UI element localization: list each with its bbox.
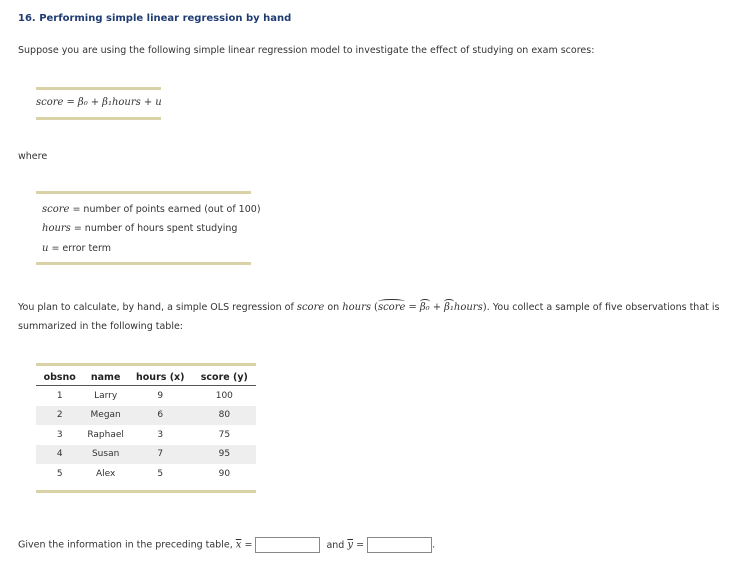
eq-u: u bbox=[155, 97, 162, 108]
definition-u bbox=[42, 243, 111, 254]
table-row bbox=[36, 386, 256, 406]
cell-score: 90 bbox=[218, 468, 231, 479]
plan-on: on bbox=[327, 302, 340, 313]
header-obsno: obsno bbox=[36, 369, 83, 386]
plan-paren-open: ( bbox=[374, 302, 378, 313]
plan-paren-close: ). bbox=[482, 302, 490, 313]
model-box-top-rule bbox=[36, 87, 161, 90]
x-bar-input[interactable] bbox=[255, 537, 320, 553]
header-hours: hours (x) bbox=[128, 369, 193, 386]
y-bar-equals: = bbox=[356, 539, 365, 551]
def-text-hours: = number of hours spent studying bbox=[73, 223, 238, 234]
plan-hours-2: hours bbox=[453, 302, 483, 313]
eq-beta1: β₁ bbox=[102, 97, 112, 108]
def-symbol-score: score bbox=[42, 204, 70, 215]
eq-plus-1: + bbox=[90, 97, 100, 108]
and-text: and bbox=[326, 539, 345, 551]
def-symbol-hours: hours bbox=[42, 223, 71, 234]
table-top-rule bbox=[36, 363, 256, 366]
plan-equals: = bbox=[408, 302, 417, 313]
cell-obsno: 3 bbox=[56, 429, 63, 440]
cell-obsno: 5 bbox=[56, 468, 63, 479]
intro-text: Suppose you are using the following simple linear regression model to investigate the effect of studying on exam scores: bbox=[18, 45, 595, 56]
cell-name: Larry bbox=[94, 390, 118, 401]
x-bar-symbol: $\overline{x}$ bbox=[235, 539, 242, 551]
def-text-u: = error term bbox=[51, 243, 112, 254]
header-score: score (y) bbox=[193, 369, 256, 386]
plan-plus: + bbox=[432, 302, 442, 313]
header-name: name bbox=[83, 369, 127, 386]
question-line bbox=[18, 537, 435, 553]
table-bottom-rule bbox=[36, 490, 256, 493]
table-row bbox=[36, 425, 256, 445]
cell-score: 80 bbox=[193, 406, 256, 426]
cell-hours: 6 bbox=[128, 406, 193, 426]
definitions-bottom-rule bbox=[36, 262, 251, 265]
cell-hours: 5 bbox=[157, 468, 164, 479]
cell-name: Raphael bbox=[87, 429, 124, 440]
definitions-top-rule bbox=[36, 191, 251, 194]
def-text-score: = number of points earned (out of 100) bbox=[72, 204, 261, 215]
plan-score: score bbox=[296, 302, 325, 313]
cell-name: Susan bbox=[83, 445, 127, 465]
cell-obsno: 1 bbox=[56, 390, 63, 401]
cell-obsno: 2 bbox=[36, 406, 83, 426]
question-end: . bbox=[432, 539, 436, 551]
cell-score: 95 bbox=[193, 445, 256, 465]
plan-score-hat: score bbox=[377, 302, 406, 313]
definition-score bbox=[42, 204, 261, 215]
cell-name: Megan bbox=[83, 406, 127, 426]
plan-part1: You plan to calculate, by hand, a simple OLS regression of bbox=[18, 302, 294, 313]
cell-hours: 7 bbox=[128, 445, 193, 465]
eq-score: score bbox=[36, 97, 64, 108]
question-text: Given the information in the preceding table, bbox=[18, 539, 233, 551]
table-row bbox=[36, 406, 256, 426]
cell-obsno: 4 bbox=[36, 445, 83, 465]
where-label: where bbox=[18, 151, 48, 162]
eq-hours: hours bbox=[111, 97, 141, 108]
data-table bbox=[36, 369, 256, 484]
cell-score: 75 bbox=[218, 429, 231, 440]
cell-hours: 3 bbox=[157, 429, 164, 440]
table-row bbox=[36, 464, 256, 484]
y-bar-input[interactable] bbox=[367, 537, 432, 553]
plan-hours: hours bbox=[342, 302, 372, 313]
plan-text-line2: summarized in the following table: bbox=[18, 321, 184, 332]
model-equation bbox=[36, 97, 162, 108]
x-bar-equals: = bbox=[244, 539, 253, 551]
cell-hours: 9 bbox=[157, 390, 164, 401]
plan-beta1-hat: β₁ bbox=[444, 302, 454, 313]
definition-hours bbox=[42, 223, 237, 234]
data-table-wrapper bbox=[36, 369, 256, 484]
def-symbol-u: u bbox=[42, 243, 49, 254]
eq-plus-2: + bbox=[143, 97, 153, 108]
cell-score: 100 bbox=[215, 390, 233, 401]
plan-part2: You collect a sample of five observations that is bbox=[492, 302, 720, 313]
plan-beta0-hat: β₀ bbox=[419, 302, 430, 313]
model-box-bottom-rule bbox=[36, 117, 161, 120]
eq-beta0: β₀ bbox=[77, 97, 88, 108]
plan-text-line1 bbox=[18, 302, 719, 313]
table-row bbox=[36, 445, 256, 465]
y-bar-symbol: $\overline{y}$ bbox=[347, 539, 354, 551]
question-title: 16. Performing simple linear regression by hand bbox=[18, 13, 292, 24]
table-header-row bbox=[36, 369, 256, 386]
cell-name: Alex bbox=[95, 468, 116, 479]
eq-equals: = bbox=[66, 97, 75, 108]
